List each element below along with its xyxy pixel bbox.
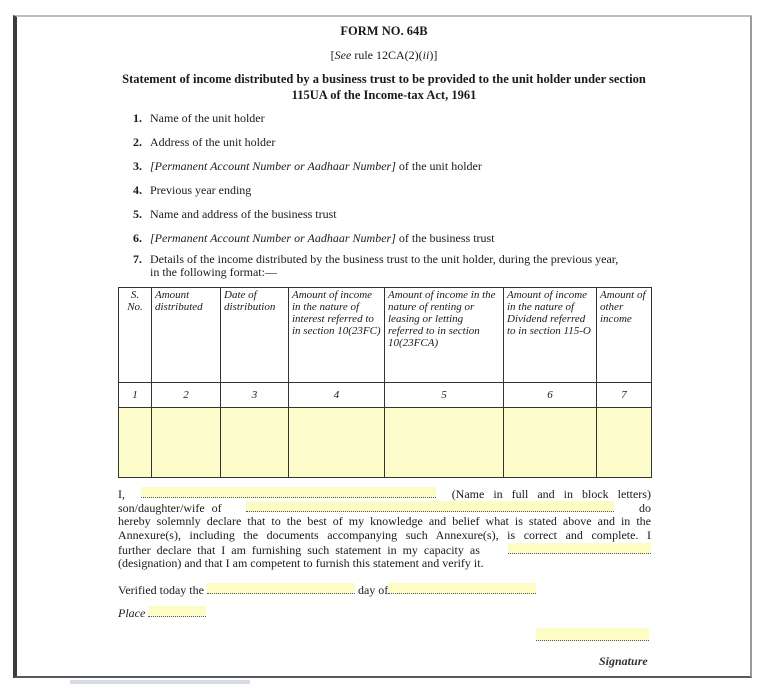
col-header-dividend-income: Amount of income in the nature of Dividend referred to in section 115-O	[504, 288, 597, 383]
col-number: 7	[597, 383, 652, 408]
item-unit-holder-address: 2. Address of the unit holder	[133, 135, 276, 149]
cell-other-income-field[interactable]	[597, 408, 652, 478]
page-shadow-strip	[70, 680, 250, 684]
verified-day-field[interactable]	[207, 583, 355, 594]
table-header-row	[119, 288, 652, 383]
item-unit-holder-name: 1. Name of the unit holder	[133, 111, 265, 125]
col-header-other-income: Amount of other income	[597, 288, 652, 383]
item-unit-holder-pan: 3. [Permanent Account Number or Aadhaar Number] of the unit holder	[133, 159, 482, 173]
designation-field[interactable]	[508, 543, 651, 554]
declarant-name-field[interactable]	[141, 487, 436, 498]
col-header-interest-income: Amount of income in the nature of interest referred to in section 10(23FC)	[289, 288, 385, 383]
income-distribution-table	[118, 287, 652, 478]
col-number: 4	[289, 383, 385, 408]
col-header-sno: S. No.	[119, 288, 152, 383]
col-number: 1	[119, 383, 152, 408]
form-heading-line2: 115UA of the Income-tax Act, 1961	[291, 88, 477, 102]
declaration-line-designation: (designation) and that I am competent to furnish this statement and verify it.	[118, 556, 484, 570]
cell-dividend-income-field[interactable]	[504, 408, 597, 478]
place-line: Place	[118, 606, 651, 621]
table-column-number-row	[119, 383, 652, 408]
item-previous-year: 4. Previous year ending	[133, 183, 252, 197]
declaration-body: hereby solemnly declare that to the best of my knowledge and belief what is stated above and in the Annexure(s), including the documents accompanying such Annexure(s), is correct and complete. I	[118, 514, 651, 542]
col-header-renting-income: Amount of income in the nature of renting or leasing or letting referred to in section 10(23FCA)	[385, 288, 504, 383]
cell-date-of-distribution-field[interactable]	[221, 408, 289, 478]
declaration-line-capacity: further declare that I am furnishing such statement in my capacity as	[118, 543, 651, 558]
signature-label: Signature	[599, 654, 648, 668]
col-number: 5	[385, 383, 504, 408]
col-header-amount-distributed: Amount distributed	[152, 288, 221, 383]
table-row	[119, 408, 652, 478]
col-header-date-of-distribution: Date of distribution	[221, 288, 289, 383]
verification-line: Verified today the day of	[118, 583, 651, 598]
declaration-line-relation: son/daughter/wife of do	[118, 501, 651, 515]
item-trust-pan: 6. [Permanent Account Number or Aadhaar Number] of the business trust	[133, 231, 495, 245]
item-trust-name-address: 5. Name and address of the business trust	[133, 207, 337, 221]
signature-field[interactable]	[536, 628, 649, 641]
relation-name-field[interactable]	[246, 501, 614, 512]
col-number: 6	[504, 383, 597, 408]
form-heading-line1: Statement of income distributed by a business trust to be provided to the unit holder under section	[122, 72, 646, 86]
form-title: FORM NO. 64B	[340, 24, 428, 38]
col-number: 3	[221, 383, 289, 408]
place-field[interactable]	[148, 606, 206, 617]
verified-month-field[interactable]	[388, 583, 536, 594]
cell-renting-income-field[interactable]	[385, 408, 504, 478]
declaration-line-name: I, (Name in full and in block letters)	[118, 487, 651, 501]
item-income-details: 7. Details of the income distributed by the business trust to the unit holder, during the previous year, in the following format:—	[133, 252, 619, 279]
cell-interest-income-field[interactable]	[289, 408, 385, 478]
cell-amount-distributed-field[interactable]	[152, 408, 221, 478]
rule-reference: [See rule 12CA(2)(ii)]	[330, 48, 438, 62]
cell-sno-field[interactable]	[119, 408, 152, 478]
col-number: 2	[152, 383, 221, 408]
